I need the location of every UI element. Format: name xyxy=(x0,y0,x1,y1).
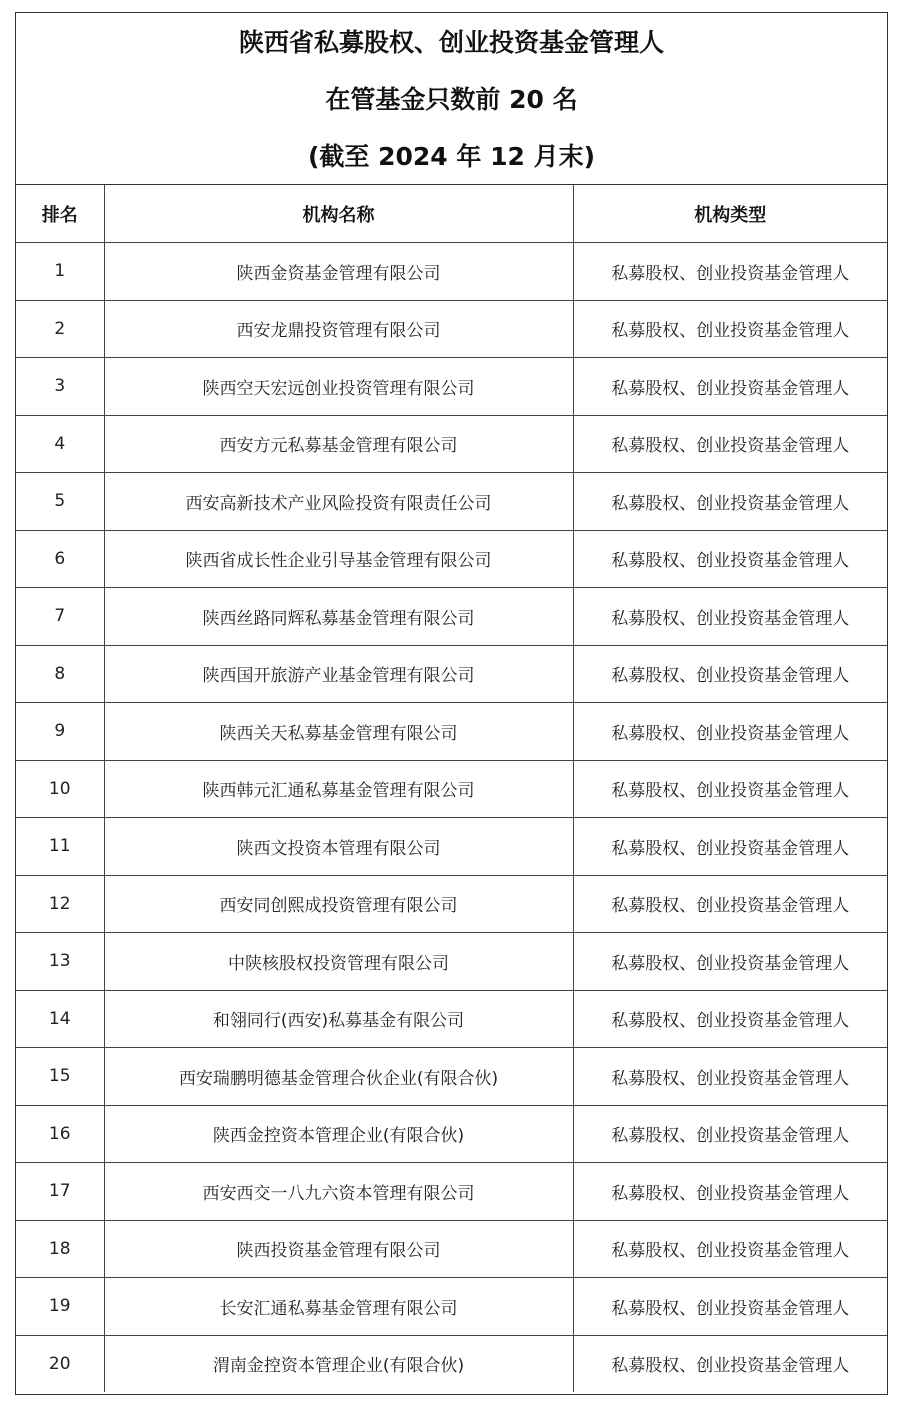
rank-cell: 20 xyxy=(16,1335,104,1392)
institution-type-cell: 私募股权、创业投资基金管理人 xyxy=(573,760,887,818)
institution-type-cell: 私募股权、创业投资基金管理人 xyxy=(573,645,887,703)
table-row xyxy=(16,818,887,876)
institution-name-cell: 中陕核股权投资管理有限公司 xyxy=(104,933,573,991)
institution-name-cell: 陕西丝路同辉私募基金管理有限公司 xyxy=(104,588,573,646)
rank-cell: 13 xyxy=(16,933,104,991)
title-line-2: 在管基金只数前 20 名 xyxy=(325,85,578,114)
institution-type-cell: 私募股权、创业投资基金管理人 xyxy=(573,1105,887,1163)
institution-name-cell: 陕西金控资本管理企业(有限合伙) xyxy=(104,1105,573,1163)
rank-cell: 15 xyxy=(16,1048,104,1106)
rank-cell: 19 xyxy=(16,1278,104,1336)
rank-cell: 10 xyxy=(16,760,104,818)
title-line-1: 陕西省私募股权、创业投资基金管理人 xyxy=(238,28,664,57)
institution-name-cell: 西安高新技术产业风险投资有限责任公司 xyxy=(104,473,573,531)
institution-type-cell: 私募股权、创业投资基金管理人 xyxy=(573,415,887,473)
table-header-row xyxy=(16,185,887,243)
table-row xyxy=(16,1048,887,1106)
rank-cell: 1 xyxy=(16,243,104,301)
table-row xyxy=(16,243,887,301)
rank-cell: 6 xyxy=(16,530,104,588)
institution-type-cell: 私募股权、创业投资基金管理人 xyxy=(573,703,887,761)
institution-name-cell: 西安西交一八九六资本管理有限公司 xyxy=(104,1163,573,1221)
table-row xyxy=(16,990,887,1048)
institution-type-cell: 私募股权、创业投资基金管理人 xyxy=(573,990,887,1048)
institution-type-cell: 私募股权、创业投资基金管理人 xyxy=(573,530,887,588)
institution-type-cell: 私募股权、创业投资基金管理人 xyxy=(573,588,887,646)
table-row xyxy=(16,1220,887,1278)
institution-name-cell: 陕西文投资本管理有限公司 xyxy=(104,818,573,876)
rank-cell: 14 xyxy=(16,990,104,1048)
rank-cell: 5 xyxy=(16,473,104,531)
table-row xyxy=(16,530,887,588)
institution-name-cell: 长安汇通私募基金管理有限公司 xyxy=(104,1278,573,1336)
document-title xyxy=(16,13,887,185)
institution-name-cell: 陕西省成长性企业引导基金管理有限公司 xyxy=(104,530,573,588)
rank-cell: 4 xyxy=(16,415,104,473)
institution-name-cell: 和翎同行(西安)私募基金有限公司 xyxy=(104,990,573,1048)
institution-type-cell: 私募股权、创业投资基金管理人 xyxy=(573,1163,887,1221)
institution-name-cell: 陕西韩元汇通私募基金管理有限公司 xyxy=(104,760,573,818)
rank-cell: 17 xyxy=(16,1163,104,1221)
institution-type-cell: 私募股权、创业投资基金管理人 xyxy=(573,1048,887,1106)
institution-name-cell: 西安龙鼎投资管理有限公司 xyxy=(104,300,573,358)
header-institution-name: 机构名称 xyxy=(104,185,573,243)
institution-name-cell: 陕西空天宏远创业投资管理有限公司 xyxy=(104,358,573,416)
institution-type-cell: 私募股权、创业投资基金管理人 xyxy=(573,1220,887,1278)
institution-name-cell: 陕西投资基金管理有限公司 xyxy=(104,1220,573,1278)
ranking-table xyxy=(16,185,887,1392)
institution-name-cell: 西安瑞鹏明德基金管理合伙企业(有限合伙) xyxy=(104,1048,573,1106)
rank-cell: 12 xyxy=(16,875,104,933)
table-row xyxy=(16,875,887,933)
institution-name-cell: 渭南金控资本管理企业(有限合伙) xyxy=(104,1335,573,1392)
institution-type-cell: 私募股权、创业投资基金管理人 xyxy=(573,875,887,933)
rank-cell: 7 xyxy=(16,588,104,646)
institution-name-cell: 西安方元私募基金管理有限公司 xyxy=(104,415,573,473)
institution-type-cell: 私募股权、创业投资基金管理人 xyxy=(573,300,887,358)
rank-cell: 11 xyxy=(16,818,104,876)
institution-type-cell: 私募股权、创业投资基金管理人 xyxy=(573,1278,887,1336)
institution-type-cell: 私募股权、创业投资基金管理人 xyxy=(573,933,887,991)
institution-name-cell: 陕西关天私募基金管理有限公司 xyxy=(104,703,573,761)
table-row xyxy=(16,1335,887,1392)
institution-type-cell: 私募股权、创业投资基金管理人 xyxy=(611,1356,850,1377)
rank-cell: 9 xyxy=(16,703,104,761)
table-row xyxy=(16,1105,887,1163)
rank-cell: 16 xyxy=(16,1105,104,1163)
institution-type-cell: 私募股权、创业投资基金管理人 xyxy=(573,473,887,531)
table-row xyxy=(16,1163,887,1221)
institution-name-cell: 陕西国开旅游产业基金管理有限公司 xyxy=(104,645,573,703)
institution-name-cell: 陕西金资基金管理有限公司 xyxy=(104,243,573,301)
institution-name-cell: 西安同创熙成投资管理有限公司 xyxy=(104,875,573,933)
rank-cell: 18 xyxy=(16,1220,104,1278)
institution-type-cell: 私募股权、创业投资基金管理人 xyxy=(573,818,887,876)
ranking-table-document xyxy=(15,12,888,1395)
header-institution-type: 机构类型 xyxy=(573,185,887,243)
table-row xyxy=(16,703,887,761)
table-row xyxy=(16,588,887,646)
institution-type-cell: 私募股权、创业投资基金管理人 xyxy=(573,243,887,301)
table-row xyxy=(16,1278,887,1336)
table-row xyxy=(16,358,887,416)
table-row xyxy=(16,473,887,531)
table-row xyxy=(16,300,887,358)
header-rank: 排名 xyxy=(16,185,104,243)
table-row xyxy=(16,645,887,703)
table-row xyxy=(16,415,887,473)
table-row xyxy=(16,933,887,991)
rank-cell: 2 xyxy=(16,300,104,358)
rank-cell: 8 xyxy=(16,645,104,703)
rank-cell: 3 xyxy=(16,358,104,416)
table-row xyxy=(16,760,887,818)
title-line-3: (截至 2024 年 12 月末) xyxy=(307,142,596,171)
institution-type-cell: 私募股权、创业投资基金管理人 xyxy=(573,358,887,416)
